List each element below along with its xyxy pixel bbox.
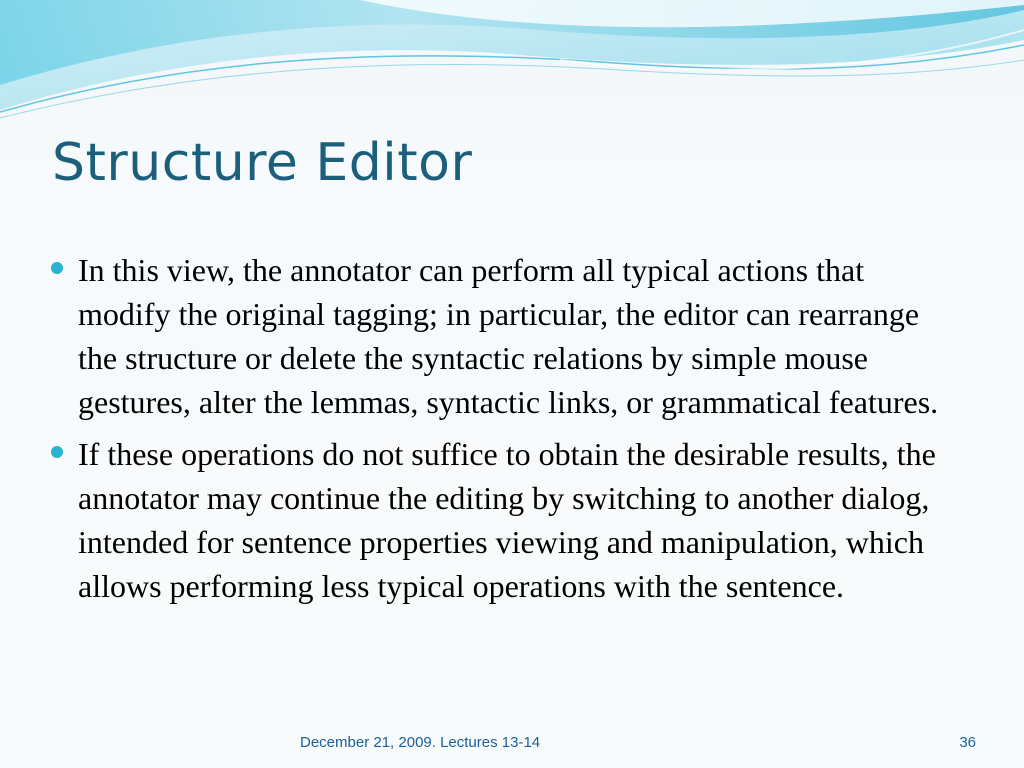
bullet-list — [46, 248, 946, 616]
bullet-dot-icon — [51, 446, 63, 458]
bullet-item — [46, 432, 946, 608]
bullet-text: In this view, the annotator can perform all typical actions that modify the original tagging; in particular, the editor can rearrange the structure or delete the syntactic relations by simple mouse gestures, alter the lemmas, syntactic links, or grammatical features. — [78, 252, 939, 420]
bullet-item — [46, 248, 946, 424]
footer-text: December 21, 2009. Lectures 13-14 — [300, 734, 541, 751]
bullet-text: If these operations do not suffice to obtain the desirable results, the annotator may continue the editing by switching to another dialog, intended for sentence properties viewing and manipulation, which allows performing less typical operations with the sentence. — [78, 436, 936, 604]
header-wave-decoration — [0, 0, 1024, 125]
slide-title: Structure Editor — [52, 133, 473, 193]
bullet-dot-icon — [51, 262, 63, 274]
page-number: 36 — [959, 734, 976, 751]
